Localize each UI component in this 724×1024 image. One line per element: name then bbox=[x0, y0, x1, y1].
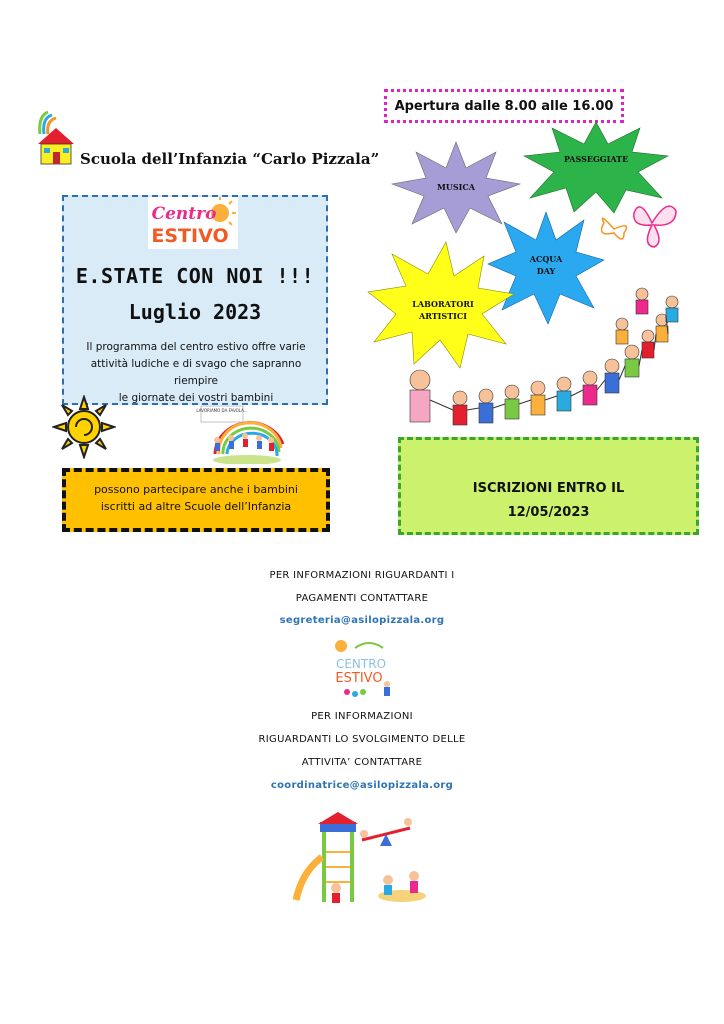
program-line: Il programma del centro estivo offre varie bbox=[86, 341, 306, 353]
camp-title: E.STATE CON NOI !!! bbox=[75, 264, 315, 288]
info-activities-line: PER INFORMAZIONI bbox=[311, 711, 413, 722]
sun-icon bbox=[52, 395, 116, 459]
eligibility-line: possono partecipare anche i bambini bbox=[94, 483, 298, 496]
centro-estivo-small-logo bbox=[325, 636, 397, 700]
centro-estivo-logo bbox=[148, 197, 238, 249]
kids-rainbow-illustration bbox=[195, 404, 285, 464]
kids-chain-illustration bbox=[400, 280, 690, 440]
payments-email-link[interactable]: segreteria@asilopizzala.org bbox=[279, 615, 445, 626]
info-activities-line: RIGUARDANTI LO SVOLGIMENTO DELLE bbox=[258, 734, 466, 745]
school-house-icon bbox=[34, 106, 78, 166]
program-line: attività ludiche e di svago che sapranno riempire bbox=[90, 358, 302, 387]
svg-text:CENTRO: CENTRO bbox=[335, 657, 387, 671]
info-payments-line: PAGAMENTI CONTATTARE bbox=[295, 593, 429, 604]
activity-label: MUSICA bbox=[437, 182, 475, 192]
registration-date: 12/05/2023 bbox=[507, 505, 590, 520]
info-activities-line: ATTIVITA’ CONTATTARE bbox=[301, 757, 423, 768]
svg-text:ESTIVO: ESTIVO bbox=[151, 225, 229, 247]
playground-illustration bbox=[292, 812, 432, 907]
program-line: le giornate dei vostri bambini bbox=[118, 392, 274, 404]
activities-email-link[interactable]: coordinatrice@asilopizzala.org bbox=[270, 780, 454, 791]
activity-label: ACQUA DAY bbox=[529, 254, 563, 276]
registration-deadline-box bbox=[398, 437, 699, 535]
svg-text:LAVORIAMO DA FAVOLA...: LAVORIAMO DA FAVOLA... bbox=[196, 408, 248, 413]
registration-label: ISCRIZIONI ENTRO IL bbox=[472, 481, 625, 496]
eligibility-line: iscritti ad altre Scuole dell’Infanzia bbox=[100, 500, 292, 513]
svg-text:ESTIVO: ESTIVO bbox=[335, 671, 383, 686]
butterfly-icon bbox=[594, 193, 680, 253]
camp-month: Luglio 2023 bbox=[128, 300, 262, 324]
activity-label: LABORATORI ARTISTICI bbox=[412, 299, 474, 321]
svg-text:Centro: Centro bbox=[151, 204, 217, 224]
school-name: Scuola dell’Infanzia “Carlo Pizzala” bbox=[80, 150, 380, 168]
eligibility-box bbox=[62, 468, 330, 532]
opening-hours: Apertura dalle 8.00 alle 16.00 bbox=[384, 89, 624, 123]
activity-label: PASSEGGIATE bbox=[563, 154, 629, 164]
info-payments-line: PER INFORMAZIONI RIGUARDANTI I bbox=[269, 570, 455, 581]
